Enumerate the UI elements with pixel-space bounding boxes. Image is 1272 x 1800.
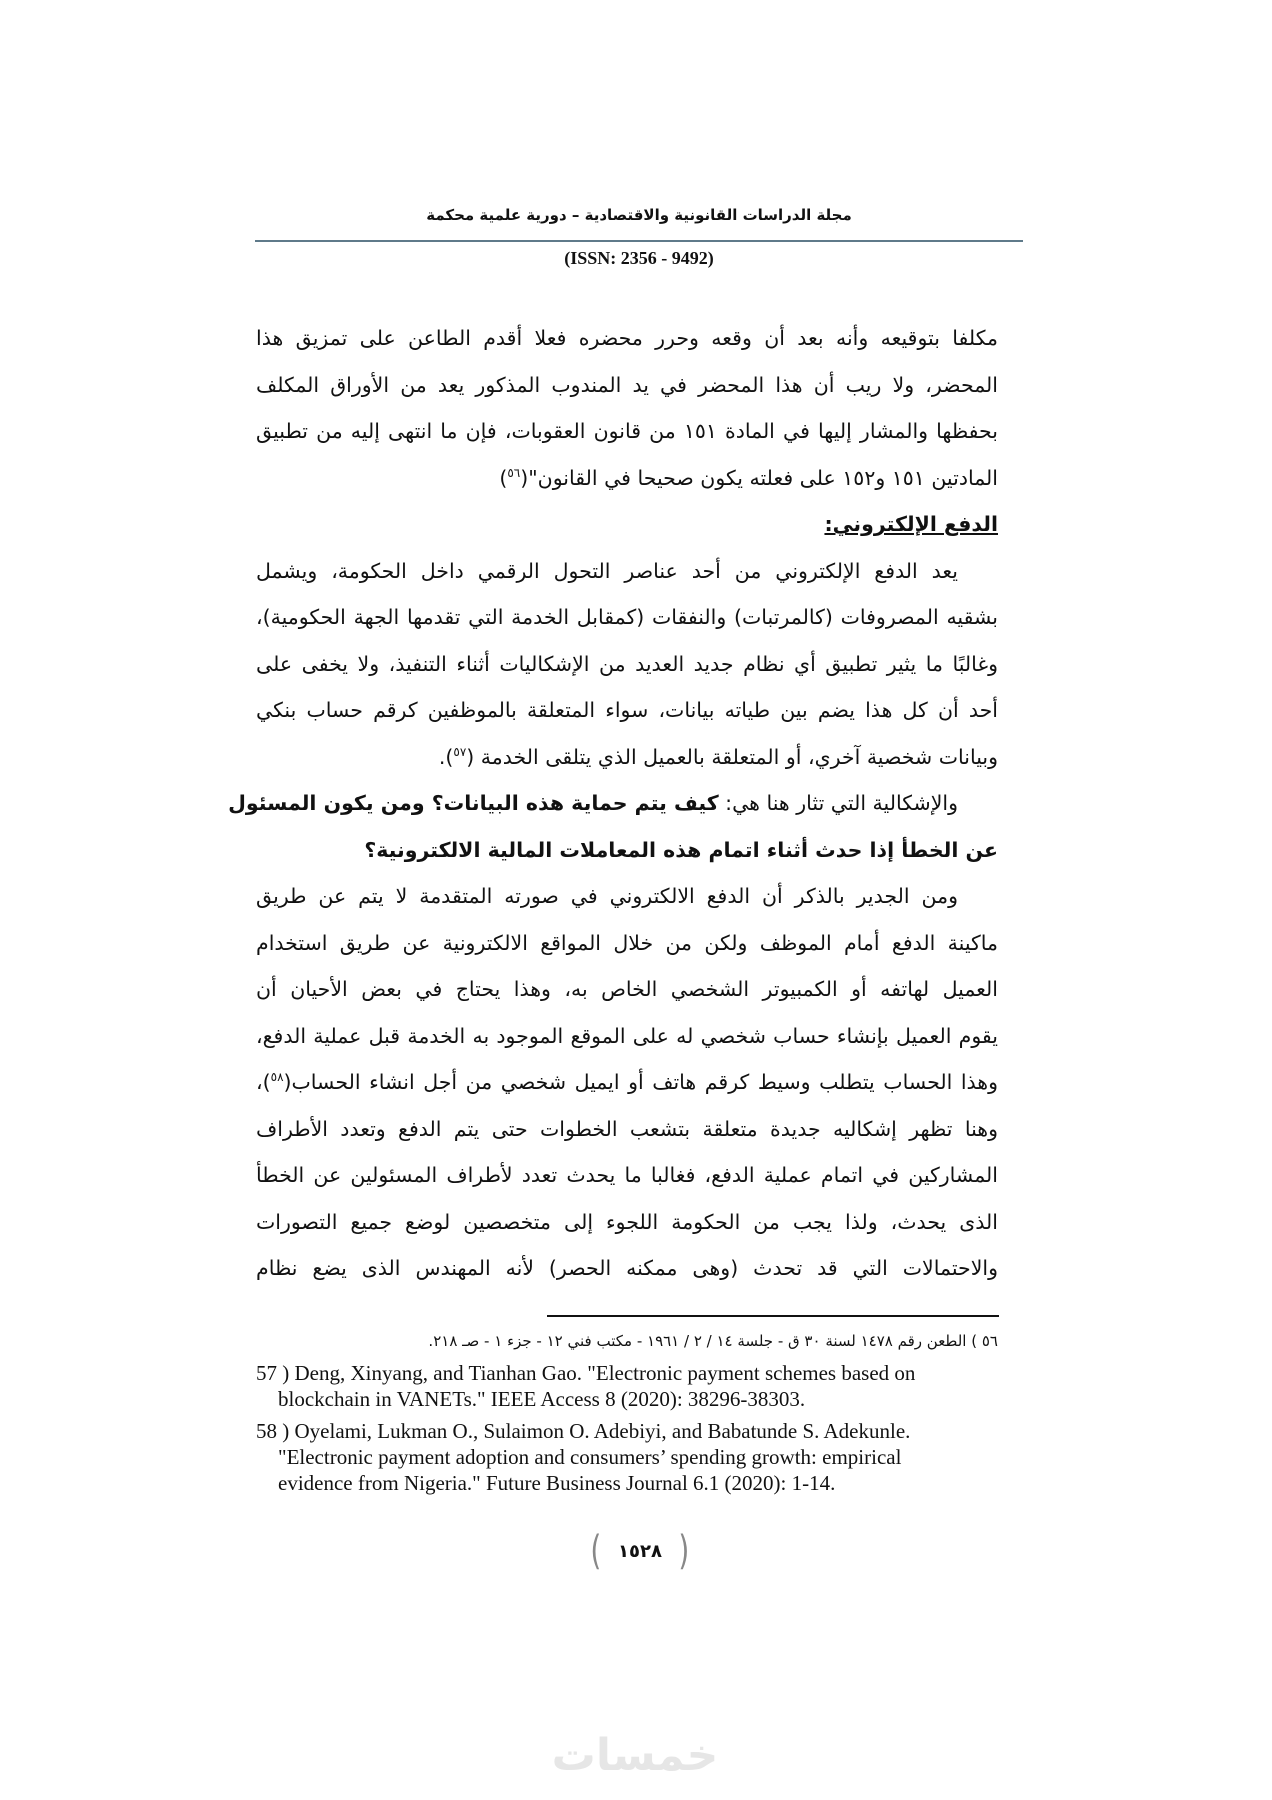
footnote-57 (256, 1360, 998, 1412)
footnote-divider (547, 1315, 999, 1317)
text-line: المشاركين في اتمام عملية الدفع، فغالبا ما يحدث تعدد لأطراف المسئولين عن الخطأ (256, 1163, 998, 1187)
footnote-ref-58[interactable]: ٥٨ (270, 1070, 284, 1085)
text-line: المحضر، ولا ريب أن هذا المحضر في يد المندوب المذكور يعد من الأوراق المكلف (256, 372, 998, 397)
text-line: بحفظها والمشار إليها في المادة ١٥١ من قانون العقوبات، فإن ما انتهى إليه من تطبيق (256, 419, 998, 443)
text-line (256, 458, 998, 505)
footnote-line: 58 ) Oyelami, Lukman O., Sulaimon O. Adebiyi, and Babatunde S. Adekunle. (256, 1419, 911, 1443)
text-line: والاحتمالات التي قد تحدث (وهى ممكنه الحصر) لأنه المهندس الذى يضع نظام (256, 1256, 998, 1280)
text-line (256, 737, 998, 784)
bracket-left-icon: ( (590, 1528, 602, 1574)
bracket-right-icon: ) (678, 1528, 690, 1574)
text-span: والإشكالية التي تثار هنا هي: (718, 791, 958, 815)
text-line: بشقيه المصروفات (كالمرتبات) والنفقات (كمقابل الخدمة التي تقدمها الجهة الحكومية)، (256, 605, 998, 629)
page-number (580, 1528, 700, 1574)
text-span: وهذا الحساب يتطلب وسيط كرقم هاتف أو ايميل شخصي من أجل انشاء الحساب( (283, 1070, 998, 1094)
text-line: يقوم العميل بإنشاء حساب شخصي له على الموقع الموجود به الخدمة قبل عملية الدفع، (256, 1023, 998, 1048)
footnote-line: "Electronic payment adoption and consumers’ spending growth: empirical (278, 1445, 902, 1469)
text-line (256, 1062, 998, 1109)
footnote-line: 57 ) Deng, Xinyang, and Tianhan Gao. "Electronic payment schemes based on (256, 1361, 916, 1385)
text-line: عن الخطأ إذا حدث أثناء اتمام هذه المعاملات المالية الالكترونية؟ (364, 837, 998, 862)
text-line: الذى يحدث، ولذا يجب من الحكومة اللجوء إلى متخصصين لوضع جميع التصورات (256, 1209, 998, 1234)
text-line: العميل لهاتفه أو الكمبيوتر الشخصي الخاص به، وهذا يحتاج في بعض الأحيان أن (256, 977, 998, 1001)
text-span: ). (438, 744, 454, 769)
text-line: ومن الجدير بالذكر أن الدفع الالكتروني في صورته المتقدمة لا يتم عن طريق (256, 884, 958, 908)
page-body (228, 318, 998, 1295)
header-divider (255, 240, 1023, 242)
footnote-line: blockchain in VANETs." IEEE Access 8 (2020): 38296-38303. (278, 1387, 806, 1411)
text-line: أحد أن كل هذا يضم بين طياته بيانات، سواء المتعلقة بالموظفين كرقم حساب بنكي (256, 698, 998, 722)
footnote-ref-57[interactable]: ٥٧ (453, 744, 467, 759)
page-number-value: ١٥٢٨ (618, 1540, 662, 1562)
footnote-line: evidence from Nigeria." Future Business Journal 6.1 (2020): 1-14. (278, 1471, 836, 1495)
footnote-ref-56[interactable]: ٥٦ (507, 465, 521, 480)
footnote-58 (256, 1418, 998, 1496)
text-line: يعد الدفع الإلكتروني من أحد عناصر التحول الرقمي داخل الحكومة، ويشمل (256, 558, 958, 583)
issn: (ISSN: 2356 - 9492) (564, 248, 714, 268)
watermark-logo: خمسات (551, 1730, 719, 1781)
text-line: مكلفا بتوقيعه وأنه بعد أن وقعه وحرر محضره فعلا أقدم الطاعن على تمزيق هذا (256, 326, 998, 350)
footnote-56: ٥٦ ) الطعن رقم ١٤٧٨ لسنة ٣٠ ق - جلسة ١٤ / ٢ / ١٩٦١ - مكتب فني ١٢ - جزء ١ - صـ ٢١٨. (428, 1332, 998, 1350)
text-span: وبيانات شخصية آخري، أو المتعلقة بالعميل الذي يتلقى الخدمة ( (466, 744, 998, 769)
text-span: المادتين ١٥١ و١٥٢ على فعلته يكون صحيحا في القانون"( (520, 465, 998, 490)
text-line (228, 783, 998, 830)
bold-question: كيف يتم حماية هذه البيانات؟ ومن يكون المسئول (228, 791, 719, 815)
text-span: )، (256, 1070, 271, 1094)
text-line: ماكينة الدفع أمام الموظف ولكن من خلال المواقع الالكترونية عن طريق استخدام (256, 930, 998, 955)
text-line: وغالبًا ما يثير تطبيق أي نظام جديد العديد من الإشكاليات أثناء التنفيذ، ولا يخفى على (256, 651, 998, 676)
text-line: وهنا تظهر إشكاليه جديدة متعلقة بتشعب الخطوات حتى يتم الدفع وتعدد الأطراف (256, 1116, 998, 1141)
journal-title: مجلة الدراسات القانونية والاقتصادية – دورية علمية محكمة (426, 206, 852, 224)
text-span: ) (499, 465, 508, 490)
section-heading: الدفع الإلكتروني: (824, 512, 998, 536)
